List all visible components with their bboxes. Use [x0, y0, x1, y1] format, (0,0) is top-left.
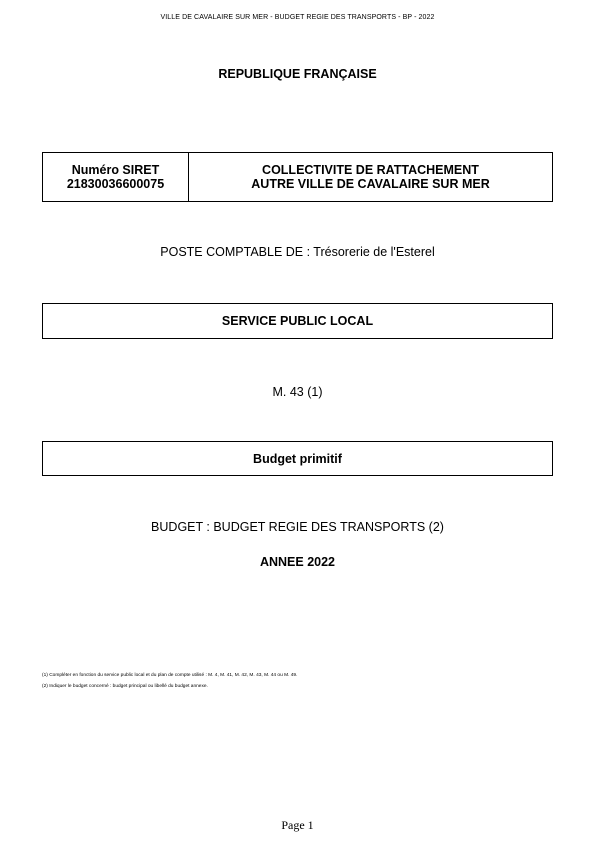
siret-label: Numéro SIRET: [71, 163, 160, 177]
running-header: VILLE DE CAVALAIRE SUR MER - BUDGET REGIE DES TRANSPORTS - BP - 2022: [160, 14, 435, 21]
collectivite-name: AUTRE VILLE DE CAVALAIRE SUR MER: [251, 177, 490, 191]
page-number: Page 1: [281, 818, 314, 832]
collectivite-label: COLLECTIVITE DE RATTACHEMENT: [262, 163, 479, 177]
siret-number: 21830036600075: [66, 177, 165, 191]
service-public-box: SERVICE PUBLIC LOCAL: [42, 303, 553, 339]
annee: ANNEE 2022: [259, 555, 336, 569]
poste-comptable: POSTE COMPTABLE DE : Trésorerie de l'Esterel: [160, 245, 435, 259]
siret-table: [42, 152, 553, 202]
footnotes: [42, 671, 297, 692]
footnote-2: (2) Indiquer le budget concerné : budget principal ou libellé du budget annexe.: [42, 683, 208, 689]
nomenclature: M. 43 (1): [272, 385, 323, 399]
budget-name: BUDGET : BUDGET REGIE DES TRANSPORTS (2): [151, 520, 444, 534]
republique-title: REPUBLIQUE FRANÇAISE: [218, 67, 377, 81]
budget-type-box: Budget primitif: [42, 441, 553, 476]
siret-cell: [43, 153, 189, 201]
footnote-1: (1) Compléter en fonction du service public local et du plan de compte utilisé : M. 4, M. 41, M. 42, M. 43, M. 44 ou M. 49.: [42, 673, 298, 678]
collectivite-cell: [189, 153, 552, 201]
